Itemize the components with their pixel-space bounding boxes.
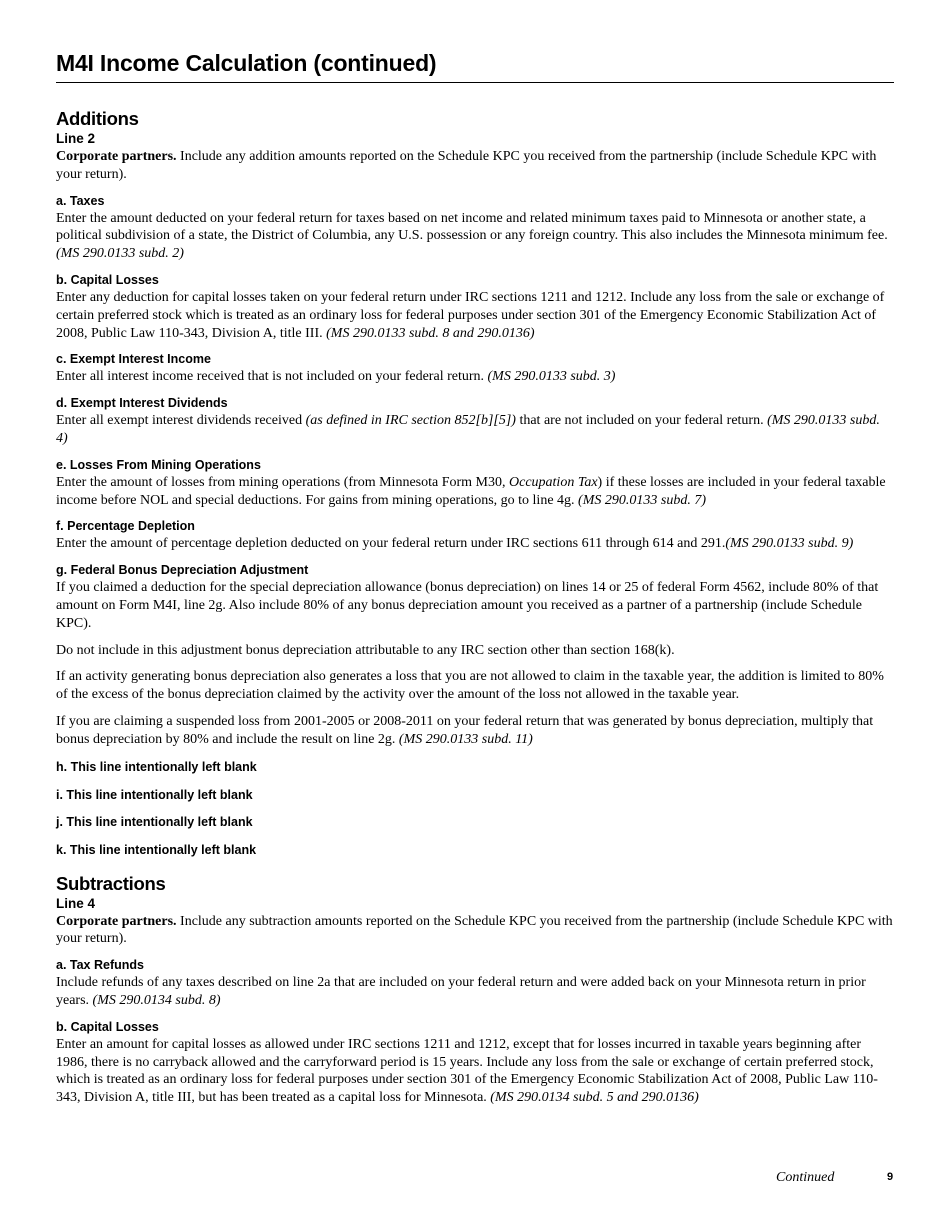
page-content [56,48,894,1107]
continued-label: Continued [776,1170,835,1185]
addition-f-text: Enter the amount of percentage depletion deducted on your federal return under IRC sections 611 through 614 and 291.(MS 290.0133 subd. 9) [56,536,854,552]
addition-b-text: Enter any deduction for capital losses taken on your federal return under IRC sections 1211 and 1212. Include any loss from the sale or exchange of certain preferred stock which is treated as an ordinary loss for federal purposes under section 301 of the Emergency Economic Stabilization Act of 2008, Public Law 110-343, Division A, title III. (MS 290.0133 subd. 8 and 290.0136) [56,289,885,341]
addition-d-text: Enter all exempt interest dividends received (as defined in IRC section 852[b][5]) that are not included on your federal return. (MS 290.0133 subd. 4) [56,413,880,446]
additions-line-label: Line 2 [56,131,96,146]
subtractions-intro: Corporate partners. Include any subtraction amounts reported on the Schedule KPC you received from the partnership (include Schedule KPC with your return). [56,913,893,947]
page-title: M4I Income Calculation (continued) [56,48,894,83]
additions-intro: Corporate partners. Include any addition amounts reported on the Schedule KPC you received from the partnership (include Schedule KPC with your return). [56,149,877,182]
addition-e-heading: e. Losses From Mining Operations [56,457,261,472]
addition-g-paragraph-1: If you claimed a deduction for the special depreciation allowance (bonus depreciation) on lines 14 or 25 of federal Form 4562, include 80% of that amount on Form M4I, line 2g. Also include 80% of any bonus depreciation amount you received as a partner of a partnership (include Schedule KPC). [56,580,879,631]
subtractions-heading: Subtractions [56,872,166,894]
subtraction-b-heading: b. Capital Losses [56,1019,159,1034]
addition-g-paragraph-3: If an activity generating bonus depreciation also generates a loss that you are not allowed to claim in the taxable year, the addition is limited to 80% of the excess of the bonus depreciation claimed by the activity over the amount of the loss not allowed in the taxable year. [56,669,884,703]
subtraction-a-heading: a. Tax Refunds [56,958,144,973]
page-number: 9 [887,1171,894,1183]
addition-a-heading: a. Taxes [56,193,105,208]
addition-f-heading: f. Percentage Depletion [56,519,195,534]
addition-a-text: Enter the amount deducted on your federal return for taxes based on net income and related minimum taxes paid to Minnesota or another state, a political subdivision of a state, the District of Columbia, any U.S. possession or any foreign country. This also includes the Minnesota minimum fee. (MS 290.0133 subd. 2) [56,210,888,262]
addition-g-paragraph-2: Do not include in this adjustment bonus depreciation attributable to any IRC section other than section 168(k). [56,642,675,658]
subtractions-line-label: Line 4 [56,895,96,911]
addition-k-heading: k. This line intentionally left blank [56,842,257,857]
subtraction-a-text: Include refunds of any taxes described on line 2a that are included on your federal return and were added back on your Minnesota return in prior years. (MS 290.0134 subd. 8) [56,975,866,1008]
addition-e-text: Enter the amount of losses from mining operations (from Minnesota Form M30, Occupation Tax) if these losses are included in your federal taxable income before NOL and special deductions. For gains from mining operations, go to line 4g. (MS 290.0133 subd. 7) [56,474,886,508]
addition-g-paragraph-4: If you are claiming a suspended loss from 2001-2005 or 2008-2011 on your federal return that was generated by bonus depreciation, multiply that bonus depreciation by 80% and include the result on line 2g. (MS 290.0133 subd. 11) [56,713,874,747]
addition-d-heading: d. Exempt Interest Dividends [56,396,228,411]
addition-g-heading: g. Federal Bonus Depreciation Adjustment [56,563,309,578]
addition-i-heading: i. This line intentionally left blank [56,787,253,802]
subtraction-b-text: Enter an amount for capital losses as allowed under IRC sections 1211 and 1212, except that for losses incurred in taxable years beginning after 1986, there is no carryback allowed and the carryforward period is 15 years. Include any loss from the sale or exchange of certain preferred stock, which is treated as an ordinary loss for federal purposes under section 301 of the Emergency Economic Stabilization Act of 2008, Public Law 110-343, Division A, title III, but has been treated as a capital loss for Minnesota. (MS 290.0134 subd. 5 and 290.0136) [56,1036,878,1106]
addition-j-heading: j. This line intentionally left blank [56,815,253,830]
addition-h-heading: h. This line intentionally left blank [56,760,257,775]
addition-c-heading: c. Exempt Interest Income [56,352,211,367]
addition-c-text: Enter all interest income received that is not included on your federal return. (MS 290.0133 subd. 3) [56,369,616,385]
additions-heading: Additions [56,108,139,129]
addition-b-heading: b. Capital Losses [56,272,159,287]
